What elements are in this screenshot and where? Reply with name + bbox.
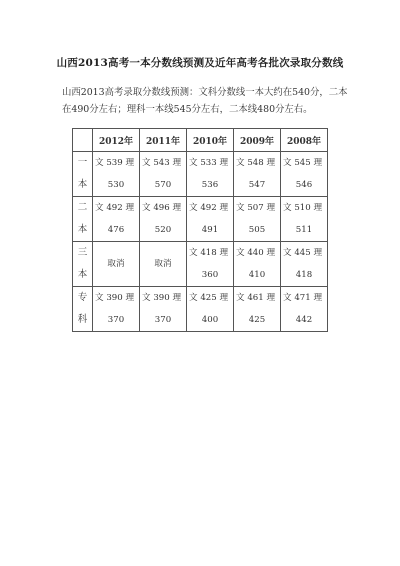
score-li-value: 400 (201, 315, 219, 325)
score-li-value: 442 (295, 315, 313, 325)
score-li-value: 547 (248, 180, 266, 190)
header-2010: 2010年 (187, 129, 234, 152)
score-cell (281, 287, 328, 332)
table-row (73, 197, 328, 242)
cancelled-text: 取消 (154, 259, 172, 269)
score-cell (187, 242, 234, 287)
score-cell (281, 152, 328, 197)
row-label-char: 本 (77, 179, 88, 190)
score-wen-li: 文 539 理 (95, 158, 135, 168)
score-cell (140, 197, 187, 242)
score-cell (93, 287, 140, 332)
score-wen-li: 文 545 理 (283, 158, 323, 168)
score-wen-li: 文 492 理 (189, 203, 229, 213)
cancelled-text: 取消 (107, 259, 125, 269)
score-cell (281, 242, 328, 287)
score-li-value: 546 (295, 180, 313, 190)
score-li-value: 505 (248, 225, 266, 235)
score-wen-li: 文 390 理 (95, 293, 135, 303)
score-cell (234, 242, 281, 287)
score-li-value: 491 (201, 225, 219, 235)
row-label-char: 一 (77, 157, 88, 168)
score-cell (140, 152, 187, 197)
header-2011: 2011年 (140, 129, 187, 152)
score-cell (187, 197, 234, 242)
header-2009: 2009年 (234, 129, 281, 152)
score-cell (140, 242, 187, 287)
score-cell (187, 152, 234, 197)
score-cell (234, 152, 281, 197)
score-wen-li: 文 440 理 (236, 248, 276, 258)
row-label-char: 二 (77, 202, 88, 213)
row-label-char: 科 (77, 314, 88, 325)
score-cell (93, 152, 140, 197)
score-li-value: 511 (295, 225, 313, 235)
score-li-value: 418 (295, 270, 313, 280)
table-body (73, 152, 328, 332)
score-li-value: 520 (154, 225, 172, 235)
score-wen-li: 文 461 理 (236, 293, 276, 303)
score-cell (187, 287, 234, 332)
score-li-value: 425 (248, 315, 266, 325)
score-li-value: 536 (201, 180, 219, 190)
row-label (73, 242, 93, 287)
header-2008: 2008年 (281, 129, 328, 152)
score-li-value: 530 (107, 180, 125, 190)
table-row (73, 287, 328, 332)
score-wen-li: 文 418 理 (189, 248, 229, 258)
table-header-row (73, 129, 328, 152)
score-wen-li: 文 496 理 (142, 203, 182, 213)
score-table (72, 128, 328, 332)
score-cell (140, 287, 187, 332)
score-wen-li: 文 543 理 (142, 158, 182, 168)
header-corner (73, 129, 93, 152)
score-wen-li: 文 533 理 (189, 158, 229, 168)
document-title: 山西2013高考一本分数线预测及近年高考各批次录取分数线 (56, 57, 344, 69)
table-row (73, 152, 328, 197)
intro-paragraph: 山西2013高考录取分数线预测：文科分数线一本大约在540分，二本在490分左右；理科一本线545分左右，二本线480分左右。 (62, 87, 348, 115)
score-wen-li: 文 507 理 (236, 203, 276, 213)
header-2012: 2012年 (93, 129, 140, 152)
score-wen-li: 文 390 理 (142, 293, 182, 303)
row-label-char: 三 (77, 247, 88, 258)
row-label (73, 152, 93, 197)
score-li-value: 410 (248, 270, 266, 280)
score-cell (234, 197, 281, 242)
score-li-value: 370 (154, 315, 172, 325)
row-label (73, 287, 93, 332)
score-wen-li: 文 425 理 (189, 293, 229, 303)
score-li-value: 370 (107, 315, 125, 325)
score-wen-li: 文 492 理 (95, 203, 135, 213)
row-label-char: 专 (77, 292, 88, 303)
score-wen-li: 文 510 理 (283, 203, 323, 213)
score-li-value: 360 (201, 270, 219, 280)
row-label-char: 本 (77, 224, 88, 235)
row-label (73, 197, 93, 242)
score-wen-li: 文 445 理 (283, 248, 323, 258)
score-li-value: 476 (107, 225, 125, 235)
score-cell (234, 287, 281, 332)
score-wen-li: 文 548 理 (236, 158, 276, 168)
score-cell (93, 242, 140, 287)
score-li-value: 570 (154, 180, 172, 190)
row-label-char: 本 (77, 269, 88, 280)
score-wen-li: 文 471 理 (283, 293, 323, 303)
score-cell (93, 197, 140, 242)
table-row (73, 242, 328, 287)
score-cell (281, 197, 328, 242)
